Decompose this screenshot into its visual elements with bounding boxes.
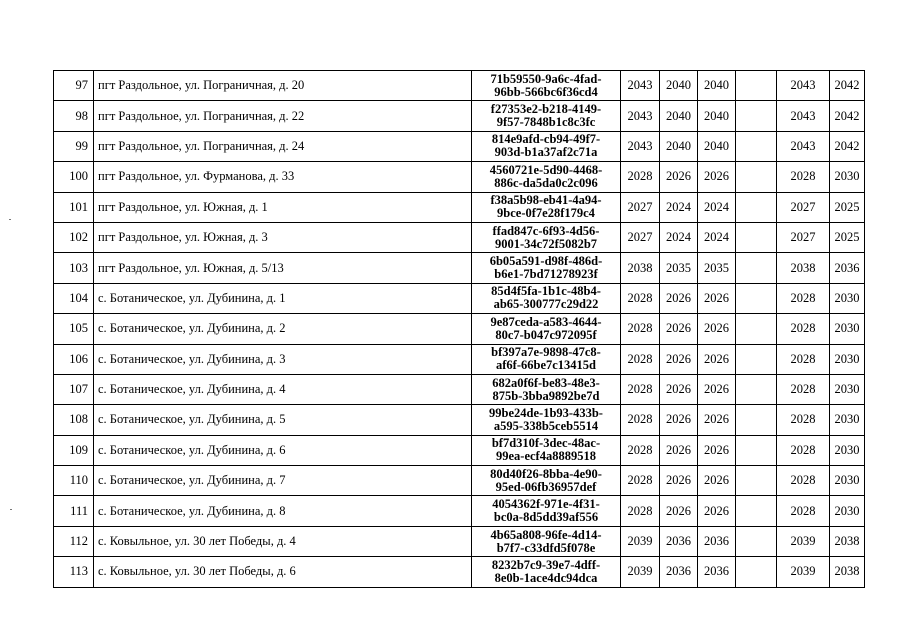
row-number-cell: 104 bbox=[54, 283, 94, 313]
address-cell: с. Ботаническое, ул. Дубинина, д. 1 bbox=[94, 283, 472, 313]
year-cell-c1: 2028 bbox=[621, 162, 660, 192]
guid-line-1: bf7d310f-3dec-48ac- bbox=[491, 436, 601, 451]
year-cell-c2: 2026 bbox=[660, 496, 698, 526]
row-number-cell: 105 bbox=[54, 314, 94, 344]
guid-line-2: b6e1-7bd71278923f bbox=[494, 267, 598, 282]
year-cell-c3: 2036 bbox=[698, 526, 736, 556]
year-cell-c4 bbox=[736, 192, 777, 222]
year-cell-c1: 2043 bbox=[621, 71, 660, 101]
guid-cell bbox=[472, 374, 621, 404]
guid-cell bbox=[472, 466, 621, 496]
address-cell: пгт Раздольное, ул. Южная, д. 3 bbox=[94, 222, 472, 252]
guid-line-1: bf397a7e-9898-47c8- bbox=[491, 345, 601, 360]
year-cell-c3: 2026 bbox=[698, 466, 736, 496]
year-cell-c4 bbox=[736, 283, 777, 313]
year-cell-c4 bbox=[736, 435, 777, 465]
address-cell: с. Ботаническое, ул. Дубинина, д. 7 bbox=[94, 466, 472, 496]
year-cell-c3: 2035 bbox=[698, 253, 736, 283]
year-cell-c2: 2026 bbox=[660, 283, 698, 313]
table-row bbox=[54, 314, 865, 344]
year-cell-c4 bbox=[736, 344, 777, 374]
year-cell-c3: 2026 bbox=[698, 314, 736, 344]
guid-line-2: 8e0b-1ace4dc94dca bbox=[494, 570, 598, 585]
guid-line-2: 80c7-b047c972095f bbox=[495, 327, 597, 342]
year-cell-c2: 2036 bbox=[660, 557, 698, 587]
year-cell-c3: 2026 bbox=[698, 405, 736, 435]
year-cell-c3: 2040 bbox=[698, 131, 736, 161]
year-cell-c5: 2028 bbox=[777, 405, 830, 435]
year-cell-c6: 2036 bbox=[830, 253, 865, 283]
year-cell-c2: 2026 bbox=[660, 374, 698, 404]
year-cell-c5: 2038 bbox=[777, 253, 830, 283]
row-number-cell: 112 bbox=[54, 526, 94, 556]
year-cell-c6: 2042 bbox=[830, 101, 865, 131]
guid-line-2: 886c-da5da0c2c096 bbox=[494, 175, 598, 190]
year-cell-c6: 2030 bbox=[830, 405, 865, 435]
year-cell-c2: 2040 bbox=[660, 71, 698, 101]
guid-cell bbox=[472, 222, 621, 252]
year-cell-c5: 2039 bbox=[777, 526, 830, 556]
table-body bbox=[54, 71, 865, 588]
guid-cell bbox=[472, 557, 621, 587]
guid-line-2: 875b-3bba9892be7d bbox=[492, 388, 600, 403]
year-cell-c4 bbox=[736, 557, 777, 587]
table-row bbox=[54, 405, 865, 435]
row-number-cell: 97 bbox=[54, 71, 94, 101]
address-cell: с. Ботаническое, ул. Дубинина, д. 2 bbox=[94, 314, 472, 344]
table-row bbox=[54, 466, 865, 496]
year-cell-c4 bbox=[736, 314, 777, 344]
guid-cell bbox=[472, 314, 621, 344]
year-cell-c6: 2030 bbox=[830, 283, 865, 313]
year-cell-c6: 2030 bbox=[830, 344, 865, 374]
year-cell-c3: 2024 bbox=[698, 192, 736, 222]
year-cell-c3: 2026 bbox=[698, 435, 736, 465]
table-row bbox=[54, 101, 865, 131]
address-cell: пгт Раздольное, ул. Южная, д. 5/13 bbox=[94, 253, 472, 283]
year-cell-c1: 2028 bbox=[621, 405, 660, 435]
guid-cell bbox=[472, 344, 621, 374]
guid-line-1: 4560721e-5d90-4468- bbox=[489, 162, 603, 177]
year-cell-c4 bbox=[736, 405, 777, 435]
table-row bbox=[54, 71, 865, 101]
address-cell: с. Ботаническое, ул. Дубинина, д. 6 bbox=[94, 435, 472, 465]
row-number-cell: 110 bbox=[54, 466, 94, 496]
guid-line-2: 99ea-ecf4a8889518 bbox=[496, 449, 596, 464]
guid-cell bbox=[472, 71, 621, 101]
guid-line-2: 96bb-566bc6f36cd4 bbox=[494, 84, 598, 99]
table-row bbox=[54, 344, 865, 374]
guid-cell bbox=[472, 405, 621, 435]
year-cell-c2: 2026 bbox=[660, 162, 698, 192]
guid-line-2: 95ed-06fb36957def bbox=[495, 479, 597, 494]
year-cell-c2: 2040 bbox=[660, 131, 698, 161]
table-row bbox=[54, 192, 865, 222]
table-row bbox=[54, 435, 865, 465]
table-row bbox=[54, 222, 865, 252]
year-cell-c4 bbox=[736, 253, 777, 283]
row-number-cell: 111 bbox=[54, 496, 94, 526]
year-cell-c3: 2024 bbox=[698, 222, 736, 252]
address-cell: пгт Раздольное, ул. Пограничная, д. 22 bbox=[94, 101, 472, 131]
year-cell-c3: 2026 bbox=[698, 344, 736, 374]
year-cell-c1: 2028 bbox=[621, 314, 660, 344]
guid-cell bbox=[472, 192, 621, 222]
year-cell-c4 bbox=[736, 496, 777, 526]
address-cell: с. Ковыльное, ул. 30 лет Победы, д. 6 bbox=[94, 557, 472, 587]
guid-line-1: f38a5b98-eb41-4a94- bbox=[490, 193, 602, 208]
table-row bbox=[54, 162, 865, 192]
year-cell-c6: 2038 bbox=[830, 557, 865, 587]
year-cell-c4 bbox=[736, 71, 777, 101]
table-row bbox=[54, 283, 865, 313]
year-cell-c3: 2026 bbox=[698, 283, 736, 313]
year-cell-c1: 2028 bbox=[621, 435, 660, 465]
year-cell-c3: 2040 bbox=[698, 71, 736, 101]
year-cell-c2: 2026 bbox=[660, 344, 698, 374]
year-cell-c1: 2039 bbox=[621, 526, 660, 556]
year-cell-c1: 2028 bbox=[621, 283, 660, 313]
year-cell-c4 bbox=[736, 162, 777, 192]
guid-line-2: a595-338b5ceb5514 bbox=[493, 418, 599, 433]
year-cell-c6: 2025 bbox=[830, 192, 865, 222]
year-cell-c4 bbox=[736, 526, 777, 556]
year-cell-c1: 2028 bbox=[621, 374, 660, 404]
year-cell-c1: 2038 bbox=[621, 253, 660, 283]
address-cell: с. Ботаническое, ул. Дубинина, д. 5 bbox=[94, 405, 472, 435]
guid-cell bbox=[472, 526, 621, 556]
address-cell: пгт Раздольное, ул. Фурманова, д. 33 bbox=[94, 162, 472, 192]
year-cell-c6: 2030 bbox=[830, 374, 865, 404]
year-cell-c4 bbox=[736, 374, 777, 404]
year-cell-c2: 2026 bbox=[660, 435, 698, 465]
guid-line-1: 4b65a808-96fe-4d14- bbox=[490, 527, 602, 542]
guid-cell bbox=[472, 283, 621, 313]
year-cell-c4 bbox=[736, 101, 777, 131]
year-cell-c5: 2039 bbox=[777, 557, 830, 587]
scan-speck bbox=[10, 509, 12, 510]
row-number-cell: 113 bbox=[54, 557, 94, 587]
year-cell-c2: 2024 bbox=[660, 192, 698, 222]
year-cell-c6: 2030 bbox=[830, 466, 865, 496]
address-cell: пгт Раздольное, ул. Пограничная, д. 24 bbox=[94, 131, 472, 161]
guid-line-2: 903d-b1a37af2c71a bbox=[494, 145, 598, 160]
guid-line-2: b7f7-c33dfd5f078e bbox=[496, 540, 596, 555]
guid-line-1: 80d40f26-8bba-4e90- bbox=[490, 466, 602, 481]
scan-speck bbox=[9, 219, 11, 220]
year-cell-c6: 2038 bbox=[830, 526, 865, 556]
guid-line-2: ab65-300777c29d22 bbox=[493, 297, 599, 312]
guid-line-1: 99be24de-1b93-433b- bbox=[489, 405, 603, 420]
year-cell-c5: 2028 bbox=[777, 374, 830, 404]
guid-cell bbox=[472, 435, 621, 465]
year-cell-c1: 2028 bbox=[621, 496, 660, 526]
guid-line-2: bc0a-8d5dd39af556 bbox=[493, 510, 599, 525]
year-cell-c1: 2027 bbox=[621, 192, 660, 222]
table-row bbox=[54, 131, 865, 161]
row-number-cell: 98 bbox=[54, 101, 94, 131]
year-cell-c6: 2030 bbox=[830, 435, 865, 465]
row-number-cell: 101 bbox=[54, 192, 94, 222]
year-cell-c6: 2030 bbox=[830, 496, 865, 526]
guid-line-1: 9e87ceda-a583-4644- bbox=[490, 314, 602, 329]
table-row bbox=[54, 496, 865, 526]
year-cell-c5: 2028 bbox=[777, 344, 830, 374]
guid-cell bbox=[472, 131, 621, 161]
year-cell-c2: 2026 bbox=[660, 314, 698, 344]
housing-schedule-table bbox=[53, 70, 865, 588]
row-number-cell: 106 bbox=[54, 344, 94, 374]
year-cell-c2: 2040 bbox=[660, 101, 698, 131]
row-number-cell: 99 bbox=[54, 131, 94, 161]
year-cell-c6: 2030 bbox=[830, 162, 865, 192]
guid-line-1: 682a0f6f-be83-48e3- bbox=[492, 375, 600, 390]
row-number-cell: 107 bbox=[54, 374, 94, 404]
year-cell-c2: 2026 bbox=[660, 466, 698, 496]
guid-line-2: 9001-34c72f5082b7 bbox=[494, 236, 598, 251]
year-cell-c2: 2035 bbox=[660, 253, 698, 283]
year-cell-c3: 2026 bbox=[698, 162, 736, 192]
year-cell-c3: 2036 bbox=[698, 557, 736, 587]
guid-line-1: 71b59550-9a6c-4fad- bbox=[490, 71, 602, 86]
year-cell-c3: 2026 bbox=[698, 374, 736, 404]
year-cell-c1: 2043 bbox=[621, 101, 660, 131]
year-cell-c5: 2028 bbox=[777, 162, 830, 192]
table-row bbox=[54, 526, 865, 556]
year-cell-c2: 2024 bbox=[660, 222, 698, 252]
year-cell-c3: 2026 bbox=[698, 496, 736, 526]
year-cell-c5: 2028 bbox=[777, 314, 830, 344]
row-number-cell: 109 bbox=[54, 435, 94, 465]
year-cell-c5: 2043 bbox=[777, 101, 830, 131]
year-cell-c2: 2036 bbox=[660, 526, 698, 556]
year-cell-c5: 2028 bbox=[777, 435, 830, 465]
year-cell-c6: 2030 bbox=[830, 314, 865, 344]
year-cell-c5: 2027 bbox=[777, 192, 830, 222]
year-cell-c5: 2043 bbox=[777, 71, 830, 101]
year-cell-c1: 2043 bbox=[621, 131, 660, 161]
guid-line-1: ffad847c-6f93-4d56- bbox=[492, 223, 600, 238]
year-cell-c5: 2043 bbox=[777, 131, 830, 161]
guid-cell bbox=[472, 253, 621, 283]
guid-line-1: 8232b7c9-39e7-4dff- bbox=[491, 557, 601, 572]
year-cell-c4 bbox=[736, 131, 777, 161]
table-row bbox=[54, 374, 865, 404]
guid-line-2: 9bce-0f7e28f179c4 bbox=[497, 206, 595, 221]
row-number-cell: 100 bbox=[54, 162, 94, 192]
year-cell-c4 bbox=[736, 466, 777, 496]
year-cell-c5: 2027 bbox=[777, 222, 830, 252]
row-number-cell: 102 bbox=[54, 222, 94, 252]
address-cell: с. Ботаническое, ул. Дубинина, д. 8 bbox=[94, 496, 472, 526]
address-cell: с. Ботаническое, ул. Дубинина, д. 4 bbox=[94, 374, 472, 404]
year-cell-c5: 2028 bbox=[777, 466, 830, 496]
row-number-cell: 103 bbox=[54, 253, 94, 283]
guid-line-1: 4054362f-971e-4f31- bbox=[492, 497, 600, 512]
guid-cell bbox=[472, 496, 621, 526]
guid-line-2: 9f57-7848b1c8c3fc bbox=[496, 115, 596, 130]
year-cell-c6: 2042 bbox=[830, 71, 865, 101]
guid-cell bbox=[472, 101, 621, 131]
address-cell: пгт Раздольное, ул. Пограничная, д. 20 bbox=[94, 71, 472, 101]
year-cell-c1: 2028 bbox=[621, 344, 660, 374]
guid-line-1: 814e9afd-cb94-49f7- bbox=[491, 132, 601, 147]
year-cell-c6: 2042 bbox=[830, 131, 865, 161]
address-cell: с. Ботаническое, ул. Дубинина, д. 3 bbox=[94, 344, 472, 374]
year-cell-c1: 2028 bbox=[621, 466, 660, 496]
address-cell: пгт Раздольное, ул. Южная, д. 1 bbox=[94, 192, 472, 222]
table-row bbox=[54, 253, 865, 283]
year-cell-c5: 2028 bbox=[777, 496, 830, 526]
guid-line-1: 6b05a591-d98f-486d- bbox=[489, 254, 603, 269]
address-cell: с. Ковыльное, ул. 30 лет Победы, д. 4 bbox=[94, 526, 472, 556]
row-number-cell: 108 bbox=[54, 405, 94, 435]
guid-cell bbox=[472, 162, 621, 192]
table-row bbox=[54, 557, 865, 587]
year-cell-c6: 2025 bbox=[830, 222, 865, 252]
year-cell-c1: 2027 bbox=[621, 222, 660, 252]
guid-line-2: af6f-66be7c13415d bbox=[496, 358, 596, 373]
guid-line-1: f27353e2-b218-4149- bbox=[490, 102, 602, 117]
year-cell-c5: 2028 bbox=[777, 283, 830, 313]
year-cell-c3: 2040 bbox=[698, 101, 736, 131]
guid-line-1: 85d4f5fa-1b1c-48b4- bbox=[491, 284, 601, 299]
year-cell-c1: 2039 bbox=[621, 557, 660, 587]
year-cell-c4 bbox=[736, 222, 777, 252]
year-cell-c2: 2026 bbox=[660, 405, 698, 435]
